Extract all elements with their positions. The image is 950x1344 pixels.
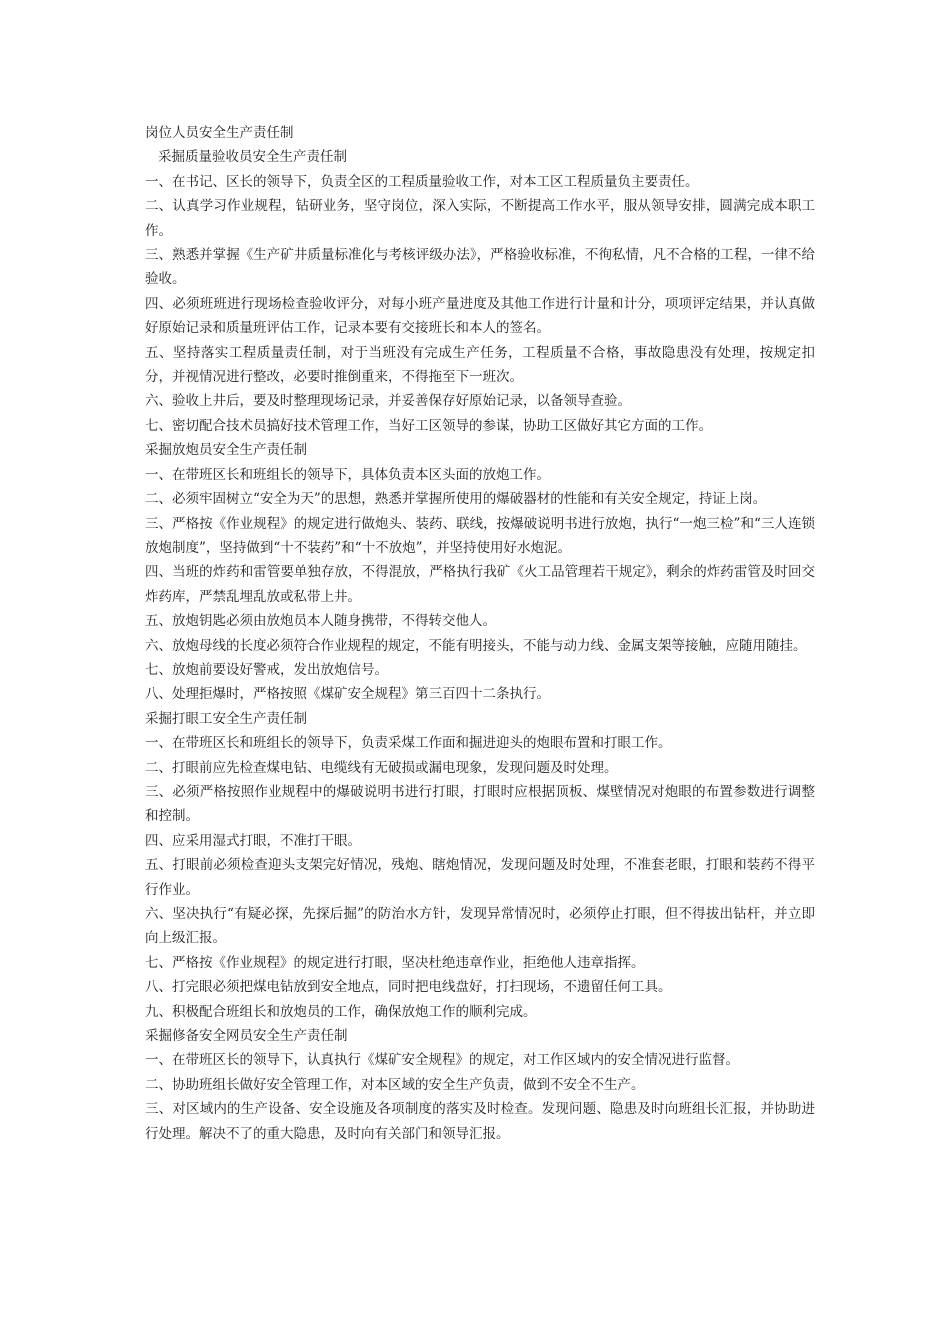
- list-item: 六、坚决执行“有疑必探，先探后掘”的防治水方针，发现异常情况时，必须停止打眼，但不得拔出钻杆，并立即向上级汇报。: [145, 906, 815, 947]
- list-item: 六、放炮母线的长度必须符合作业规程的规定，不能有明接头，不能与动力线、金属支架等接触，应随用随挂。: [145, 637, 807, 654]
- list-item: 二、必须牢固树立“安全为天”的思想，熟悉并掌握所使用的爆破器材的性能和有关安全规定，持证上岗。: [145, 491, 767, 508]
- list-item: 四、应采用湿式打眼，不准打干眼。: [145, 832, 361, 849]
- list-item: 三、对区域内的生产设备、安全设施及各项制度的落实及时检查。发现问题、隐患及时向班组长汇报，并协助进行处理。解决不了的重大隐患，及时向有关部门和领导汇报。: [145, 1101, 815, 1142]
- list-item: 四、当班的炸药和雷管要单独存放，不得混放，严格执行我矿《火工品管理若干规定》，剩余的炸药雷管及时回交炸药库，严禁乱埋乱放或私带上井。: [145, 564, 815, 605]
- list-item: 五、打眼前必须检查迎头支架完好情况，残炮、瞎炮情况，发现问题及时处理，不准套老眼，打眼和装药不得平行作业。: [145, 857, 815, 898]
- list-item: 一、在带班区长和班组长的领导下，具体负责本区头面的放炮工作。: [145, 466, 550, 483]
- list-item: 三、必须严格按照作业规程中的爆破说明书进行打眼，打眼时应根据顶板、煤壁情况对炮眼的布置参数进行调整和控制。: [145, 783, 815, 825]
- document-page: [145, 121, 815, 1146]
- list-item: 七、严格按《作业规程》的规定进行打眼，坚决杜绝违章作业，拒绝他人违章指挥。: [145, 954, 645, 971]
- section-heading: 采掘修备安全网员安全生产责任制: [145, 1028, 348, 1045]
- list-item: 一、在书记、区长的领导下，负责全区的工程质量验收工作，对本工区工程质量负主要责任。: [145, 173, 699, 190]
- list-item: 七、密切配合技术员搞好技术管理工作，当好工区领导的参谋，协助工区做好其它方面的工作。: [145, 417, 712, 434]
- section-heading: 采掘质量验收员安全生产责任制: [158, 149, 347, 166]
- list-item: 五、放炮钥匙必须由放炮员本人随身携带，不得转交他人。: [145, 613, 496, 630]
- list-item: 一、在带班区长和班组长的领导下，负责采煤工作面和掘进迎头的炮眼布置和打眼工作。: [145, 735, 672, 752]
- list-item: 三、熟悉并掌握《生产矿井质量标准化与考核评级办法》，严格验收标准，不徇私情，凡不合格的工程，一律不给验收。: [145, 247, 815, 288]
- section-heading: 采掘打眼工安全生产责任制: [145, 710, 307, 727]
- list-item: 二、打眼前应先检查煤电钻、电缆线有无破损或漏电现象，发现问题及时处理。: [145, 759, 618, 776]
- list-item: 三、严格按《作业规程》的规定进行做炮头、装药、联线，按爆破说明书进行放炮，执行“一炮三检”和“三人连锁放炮制度”，坚持做到“十不装药”和“十不放炮”，并坚持使用好水炮泥。: [145, 515, 815, 556]
- section-heading: 采掘放炮员安全生产责任制: [145, 442, 307, 459]
- document-title: 岗位人员安全生产责任制: [145, 125, 294, 141]
- list-item: 一、在带班区长的领导下，认真执行《煤矿安全规程》的规定，对工作区域内的安全情况进行监督。: [145, 1052, 739, 1069]
- list-item: 四、必须班班进行现场检查验收评分，对每小班产量进度及其他工作进行计量和计分，项项评定结果，并认真做好原始记录和质量班评估工作，记录本要有交接班长和本人的签名。: [145, 295, 815, 337]
- list-item: 九、积极配合班组长和放炮员的工作，确保放炮工作的顺利完成。: [145, 1003, 537, 1020]
- list-item: 七、放炮前要设好警戒，发出放炮信号。: [145, 661, 388, 678]
- list-item: 二、认真学习作业规程，钻研业务，坚守岗位，深入实际，不断提高工作水平，服从领导安排，圆满完成本职工作。: [145, 198, 815, 239]
- list-item: 五、坚持落实工程质量责任制，对于当班没有完成生产任务，工程质量不合格，事故隐患没有处理，按规定扣分，并视情况进行整改，必要时推倒重来，不得拖至下一班次。: [145, 344, 815, 386]
- list-item: 八、处理拒爆时，严格按照《煤矿安全规程》第三百四十二条执行。: [145, 686, 550, 703]
- list-item: 六、验收上井后，要及时整理现场记录，并妥善保存好原始记录，以备领导查验。: [145, 393, 631, 410]
- list-item: 二、协助班组长做好安全管理工作，对本区域的安全生产负责，做到不安全不生产。: [145, 1076, 645, 1093]
- list-item: 八、打完眼必须把煤电钻放到安全地点，同时把电线盘好，打扫现场，不遗留任何工具。: [145, 979, 672, 996]
